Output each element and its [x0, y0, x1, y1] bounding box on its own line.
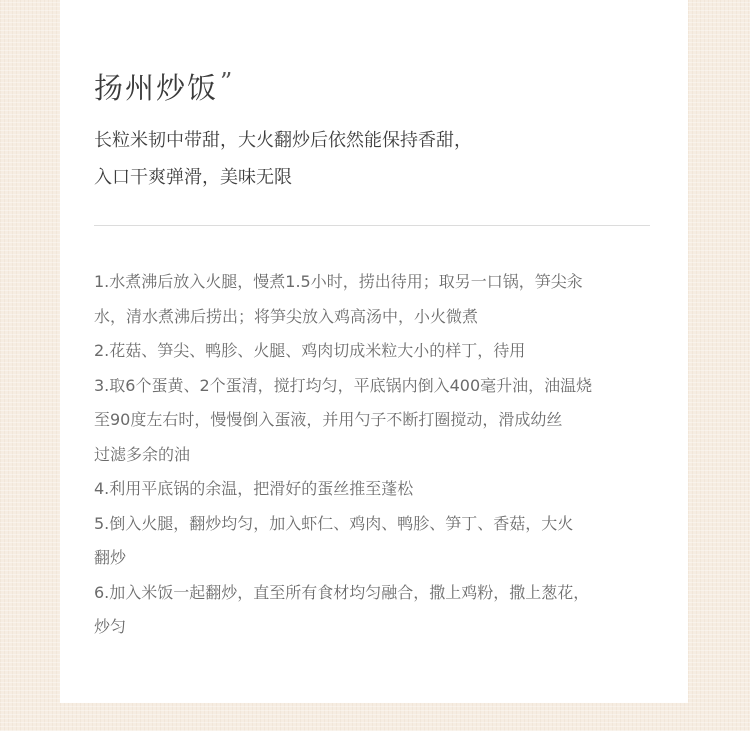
recipe-title — [94, 64, 234, 114]
step-line: 3.取6个蛋黄、2个蛋清，搅打均匀，平底锅内倒入400毫升油，油温烧 — [94, 375, 593, 395]
recipe-steps — [94, 265, 664, 645]
step-line: 2.花菇、笋尖、鸭胗、火腿、鸡肉切成米粒大小的样丁，待用 — [94, 341, 526, 360]
description-line: 长粒米韧中带甜，大火翻炒后依然能保持香甜， — [94, 130, 472, 151]
step-line: 炒匀 — [94, 617, 127, 636]
description-line: 入口干爽弹滑，美味无限 — [94, 167, 292, 188]
step-line: 1.水煮沸后放入火腿，慢煮1.5小时，捞出待用；取另一口锅，笋尖汆 — [94, 272, 583, 291]
step-line: 翻炒 — [94, 548, 127, 567]
step-line: 水，清水煮沸后捞出；将笋尖放入鸡高汤中，小火微煮 — [94, 306, 479, 326]
step-line: 过滤多余的油 — [94, 444, 191, 464]
step-line: 6.加入米饭一起翻炒，直至所有食材均匀融合，撒上鸡粉，撒上葱花， — [94, 582, 590, 602]
section-divider — [94, 225, 650, 226]
step-line: 4.利用平底锅的余温，把滑好的蛋丝推至蓬松 — [94, 479, 414, 498]
step-line: 至90度左右时，慢慢倒入蛋液，并用勺子不断打圈搅动，滑成幼丝 — [94, 410, 563, 429]
step-line: 5.倒入火腿，翻炒均匀，加入虾仁、鸡肉、鸭胗、笋丁、香菇，大火 — [94, 513, 574, 533]
recipe-title-text: 扬州炒饭 — [94, 71, 219, 105]
title-quote-mark: ” — [220, 68, 235, 96]
recipe-description — [94, 122, 674, 196]
recipe-card — [60, 0, 688, 703]
